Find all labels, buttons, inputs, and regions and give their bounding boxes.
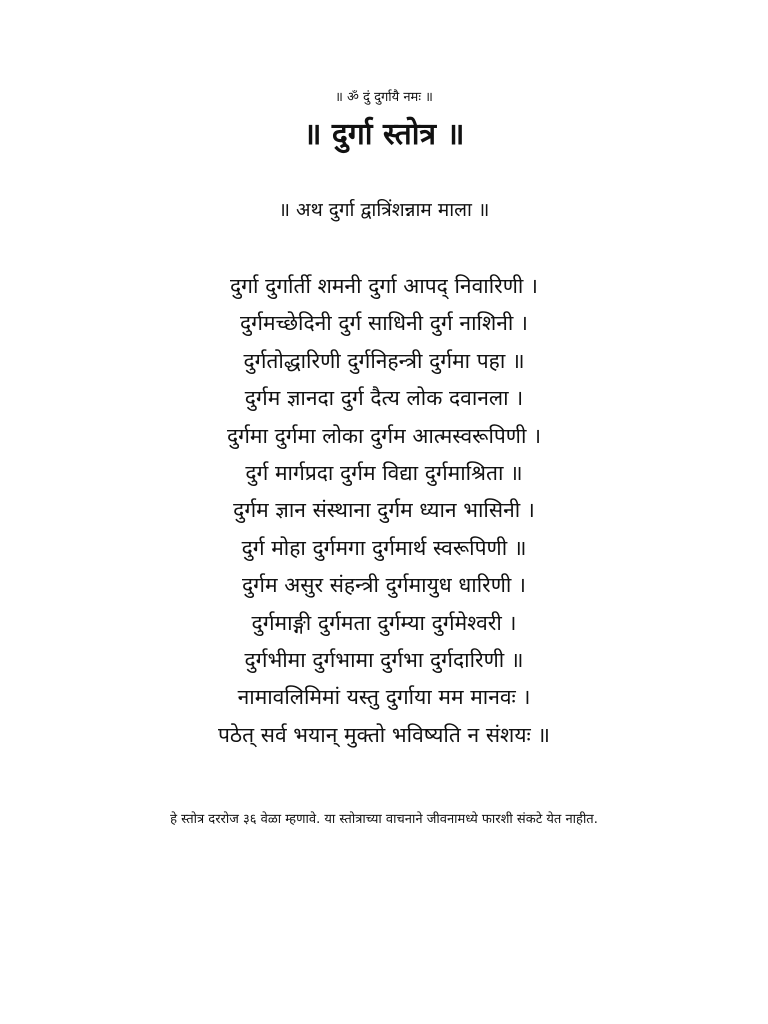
invocation-line: ॥ ॐ दुं दुर्गायै नमः ॥ — [335, 90, 433, 105]
verse-line: नामावलिमिमां यस्तु दुर्गाया मम मानवः । — [237, 685, 531, 710]
verse-line: दुर्गा दुर्गार्ती शमनी दुर्गा आपद् निवारिणी । — [230, 274, 538, 298]
verse-line: दुर्गम ज्ञान संस्थाना दुर्गम ध्यान भासिनी । — [233, 498, 535, 523]
footnote: हे स्तोत्र दररोज ३६ वेळा म्हणावे. या स्तोत्राच्या वाचनाने जीवनामध्ये फारशी संकटे येत नाहीत. — [170, 812, 598, 827]
verse-line: दुर्गम असुर संहन्त्री दुर्गमायुध धारिणी । — [242, 573, 526, 598]
verse-line: दुर्गतोद्धारिणी दुर्गनिहन्त्री दुर्गमा पहा ॥ — [243, 348, 525, 373]
page-subtitle: ॥ अथ दुर्गा द्वात्रिंशन्नाम माला ॥ — [278, 199, 490, 221]
verse-line: दुर्गम ज्ञानदा दुर्ग दैत्य लोक दवानला । — [244, 386, 524, 411]
verse-line: दुर्गमच्छेदिनी दुर्ग साधिनी दुर्ग नाशिनी । — [240, 311, 528, 336]
verse-line: दुर्गभीमा दुर्गभामा दुर्गभा दुर्गदारिणी ॥ — [244, 647, 524, 672]
verse-line: दुर्गमा दुर्गमा लोका दुर्गम आत्मस्वरूपिणी । — [226, 423, 542, 448]
verse-line: दुर्ग मार्गप्रदा दुर्गम विद्या दुर्गमाश्रिता ॥ — [245, 460, 523, 485]
page-title: ॥ दुर्गा स्तोत्र ॥ — [303, 117, 465, 152]
verse-line: दुर्ग मोहा दुर्गमगा दुर्गमार्थ स्वरूपिणी ॥ — [241, 535, 527, 560]
verse-line: पठेत् सर्व भयान् मुक्तो भविष्यति न संशयः ॥ — [217, 722, 550, 747]
verse-list — [0, 268, 768, 754]
verse-line: दुर्गमाङ्गी दुर्गमता दुर्गम्या दुर्गमेश्वरी । — [251, 610, 517, 635]
